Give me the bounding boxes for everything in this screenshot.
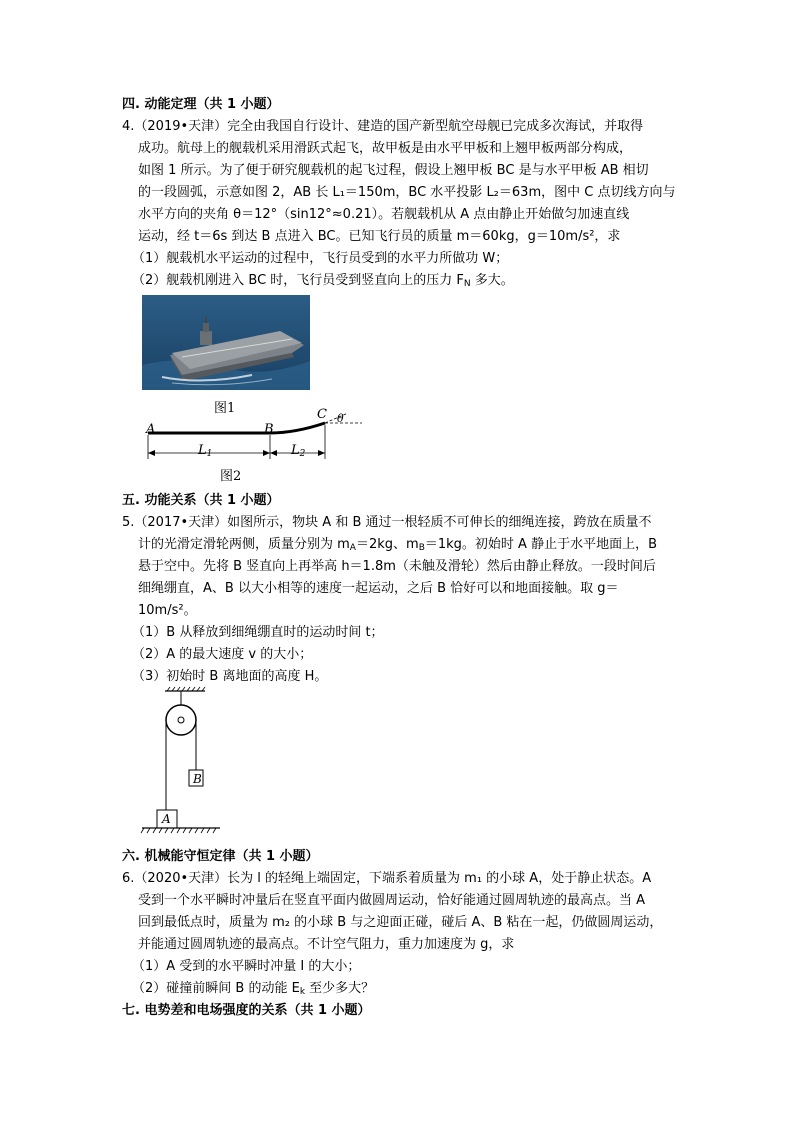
block-a-label: A — [162, 812, 171, 826]
section-4-heading: 四. 动能定理（共 1 小题） — [122, 97, 280, 112]
q4-line-5: 水平方向的夹角 θ＝12°（sin12°≈0.21）。若舰载机从 A 点由静止开始做匀加速直线 — [138, 207, 630, 222]
l1-label: $L_1$ — [198, 443, 213, 459]
q5-line-1: 5.（2017•天津）如图所示，物块 A 和 B 通过一根轻质不可伸长的细绳连接，跨放在质量不 — [122, 515, 652, 530]
figure-2-caption: 图2 — [220, 469, 242, 484]
point-a-label: A — [146, 422, 156, 437]
point-b-label: B — [264, 422, 274, 437]
q4-line-6: 运动，经 t＝6s 到达 B 点进入 BC。已知飞行员的质量 m＝60kg，g＝10m/s²，求 — [138, 229, 621, 244]
section-7-heading: 七. 电势差和电场强度的关系（共 1 小题） — [122, 1003, 371, 1018]
q6-line-1: 6.（2020•天津）长为 l 的轻绳上端固定，下端系着质量为 m₁ 的小球 A，处于静止状态。A — [122, 871, 652, 886]
q6-part-1: （1）A 受到的水平瞬时冲量 I 的大小； — [132, 959, 361, 974]
q6-line-2: 受到一个水平瞬时冲量后在竖直平面内做圆周运动，恰好能通过圆周轨迹的最高点。当 A — [138, 893, 646, 908]
q5-line-4: 细绳绷直，A、B 以大小相等的速度一起运动，之后 B 恰好可以和地面接触。取 g＝ — [138, 581, 619, 596]
q5-part-1: （1）B 从释放到细绳绷直时的运动时间 t； — [132, 625, 384, 640]
point-c-label: C — [317, 407, 327, 422]
section-6-heading: 六. 机械能守恒定律（共 1 小题） — [122, 849, 319, 864]
pulley-diagram — [140, 686, 230, 836]
l2-label: $L_2$ — [291, 443, 306, 459]
ramp-bc — [270, 423, 325, 433]
q5-line-3: 悬于空中。先将 B 竖直向上再举高 h＝1.8m（未触及滑轮）然后由静止释放。一段时间后 — [138, 559, 656, 574]
q6-line-3: 回到最低点时，质量为 m₂ 的小球 B 与之迎面正碰，碰后 A、B 粘在一起，仍做圆周运动， — [138, 915, 663, 930]
theta-label: θ — [337, 412, 344, 425]
block-b-label: B — [193, 772, 202, 786]
q6-part-2: （2）碰撞前瞬间 B 的动能 $E_k$ 至少多大？ — [132, 981, 375, 997]
aircraft-carrier-photo — [142, 295, 310, 390]
q6-line-4: 并能通过圆周轨迹的最高点。不计空气阻力，重力加速度为 g，求 — [138, 937, 515, 952]
q5-part-2: （2）A 的最大速度 v 的大小； — [132, 647, 313, 662]
deck-diagram — [140, 405, 380, 465]
q5-line-5: 10m/s²。 — [138, 603, 197, 618]
q4-line-2: 成功。航母上的舰载机采用滑跃式起飞，故甲板是由水平甲板和上翘甲板两部分构成， — [138, 141, 633, 156]
q4-line-4: 的一段圆弧，示意如图 2，AB 长 L₁＝150m，BC 水平投影 L₂＝63m，图中 C 点切线方向与 — [138, 185, 676, 200]
figure-1-caption: 图1 — [214, 401, 236, 416]
q4-line-3: 如图 1 所示。为了便于研究舰载机的起飞过程，假设上翘甲板 BC 是与水平甲板 AB 相切 — [138, 163, 649, 178]
q4-part-1: （1）舰载机水平运动的过程中，飞行员受到的水平力所做功 W； — [132, 251, 509, 266]
q4-line-1: 4.（2019•天津）完全由我国自行设计、建造的国产新型航空母舰已完成多次海试，并取得 — [122, 119, 644, 134]
q5-part-3: （3）初始时 B 离地面的高度 H。 — [132, 669, 328, 684]
section-5-heading: 五. 功能关系（共 1 小题） — [122, 493, 280, 508]
q4-part-2: （2）舰载机刚进入 BC 时，飞行员受到竖直向上的压力 $F_N$ 多大。 — [132, 273, 514, 289]
q5-line-2: 计的光滑定滑轮两侧，质量分别为 $m_A=2kg$、$m_B=1kg$。初始时 A 静止于水平地面上，B — [138, 537, 658, 553]
